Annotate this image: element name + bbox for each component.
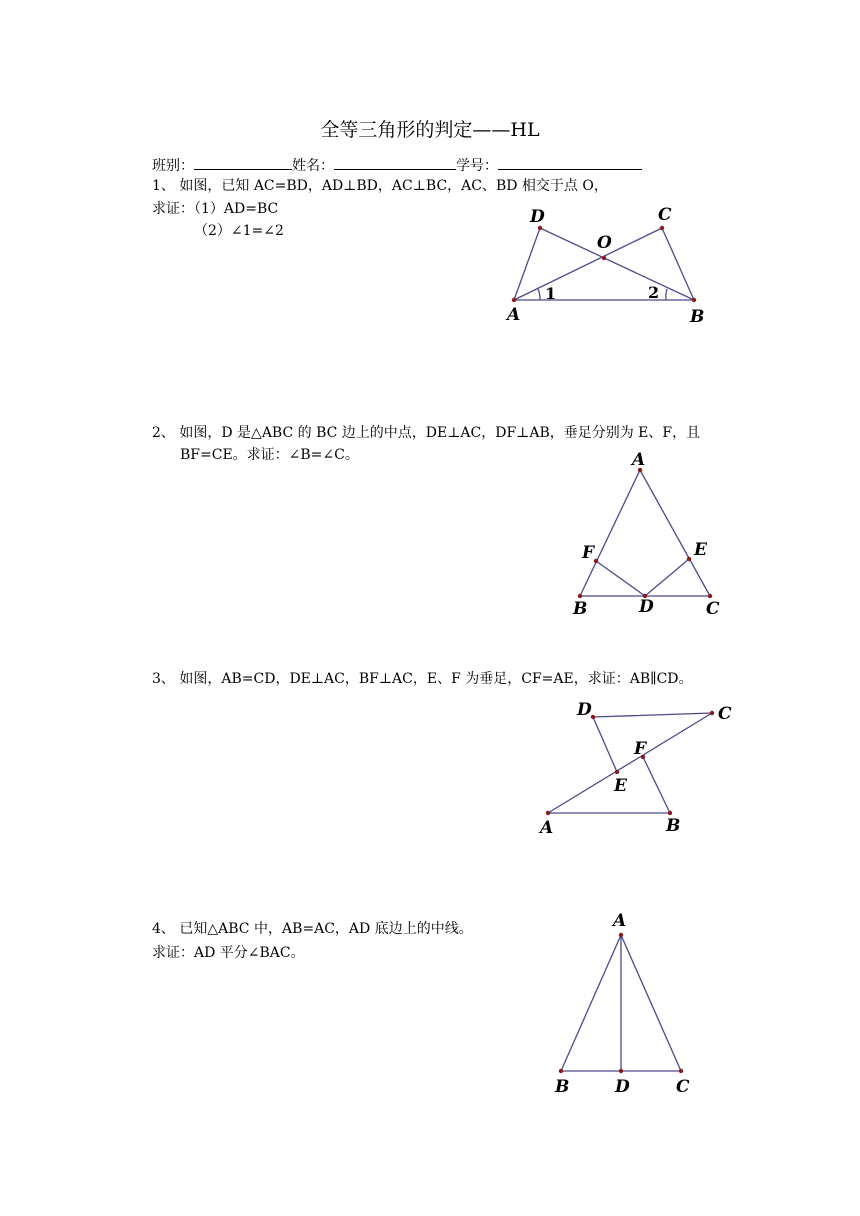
fig1-angle-1: 1 [545,284,557,303]
problem-1-number: 1、 [152,178,175,194]
name-label: 姓名： [292,158,334,174]
figure-3 [530,695,750,845]
problem-4-statement [152,920,473,938]
problem-4-number: 4、 [152,921,175,937]
fig1-label-b: B [690,307,705,327]
fig1-label-d: D [530,207,545,227]
problem-3-statement [152,670,693,688]
page-title: 全等三角形的判定——HL [320,119,540,141]
fig2-label-c: C [706,599,720,619]
problem-2-number: 2、 [152,425,175,441]
fig1-label-o: O [597,233,612,253]
proof-label: 求证： [152,201,194,217]
fig3-label-e: E [614,776,627,796]
angle-1-arc [538,289,540,300]
fig1-label-c: C [658,205,672,225]
fig4-label-a: A [613,911,627,931]
problem-2-text-2: BF=CE。求证：∠B=∠C。 [180,447,359,463]
name-blank [334,155,456,170]
fig3-label-c: C [718,704,732,724]
problem-4-text-2: 求证：AD 平分∠BAC。 [152,945,305,961]
fig3-label-d: D [577,700,592,720]
fig3-label-f: F [634,739,647,759]
class-blank [194,155,292,170]
fig1-angle-2: 2 [648,283,660,302]
figure-1 [500,200,740,330]
fig1-label-a: A [507,305,521,325]
problem-2-statement [152,424,700,442]
fig4-label-c: C [676,1077,690,1097]
id-label: 学号： [456,158,498,174]
problem-1-part-2: （2）∠1=∠2 [194,223,284,239]
fig3-label-a: A [540,818,554,838]
class-label: 班别： [152,158,194,174]
problem-4-text: 已知△ABC 中，AB=AC，AD 底边上的中线。 [179,921,473,937]
figure-2 [560,450,740,620]
problem-3-number: 3、 [152,671,175,687]
problem-1-text: 如图，已知 AC=BD，AD⊥BD，AC⊥BC，AC、BD 相交于点 O， [179,178,608,194]
fig2-label-d: D [639,597,654,617]
problem-2-text: 如图，D 是△ABC 的 BC 边上的中点，DE⊥AC，DF⊥AB，垂足分别为 E、F，且 [179,425,701,441]
id-blank [498,155,642,170]
fig2-label-a: A [632,450,646,470]
student-info-header [152,155,642,175]
problem-3-text: 如图，AB=CD，DE⊥AC，BF⊥AC，E、F 为垂足，CF=AE，求证：AB∥CD。 [179,671,693,687]
problem-1-proof [152,200,278,218]
fig2-label-f: F [582,543,595,563]
fig2-label-b: B [573,599,588,619]
fig4-label-b: B [555,1077,570,1097]
fig2-label-e: E [694,540,707,560]
problem-1-statement [152,177,608,195]
figure-4 [545,905,715,1105]
problem-1-part-1: （1）AD=BC [194,201,279,217]
angle-2-arc [666,289,667,300]
fig4-label-d: D [615,1077,630,1097]
fig3-label-b: B [666,816,681,836]
